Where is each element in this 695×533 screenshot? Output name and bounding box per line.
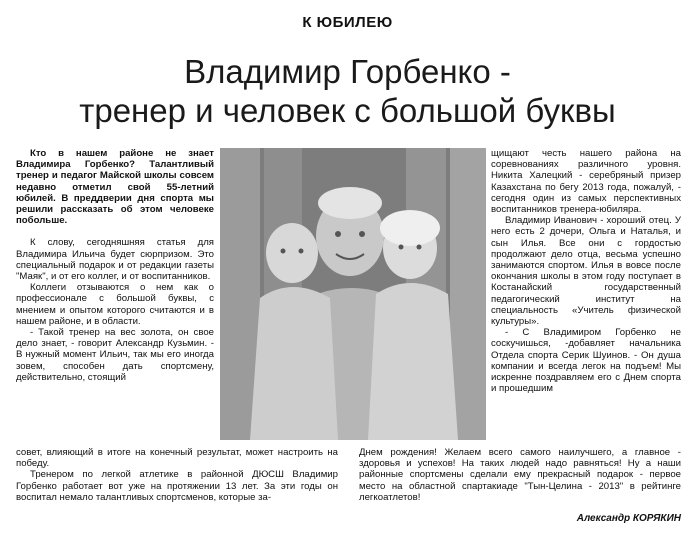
article-paragraph: - Такой тренер на вес золота, он свое дело знает, - говорит Александр Кузьмин. - В нужный момент Ильич, так мы его иногда зовем, способен дать спортсмену, действительно, стоящий: [16, 327, 214, 383]
article-column-right: [491, 148, 681, 394]
article-photo: [220, 148, 486, 440]
rubric: К ЮБИЛЕЮ: [302, 14, 393, 31]
article-paragraph: - С Владимиром Горбенко не соскучишься, -добавляет начальника Отдела спорта Серик Шуинов. - Он душа компании и всегда легок на подъем! Мы искренне поздравляем его с Днем спорта и прошедшим: [491, 327, 681, 395]
article-paragraph: Коллеги отзываются о нем как о профессионале с большой буквы, с мнением и опытом которого считаются и в нашем районе, и в области.: [16, 282, 214, 327]
article-paragraph: Тренером по легкой атлетике в районной ДЮСШ Владимир Горбенко работает вот уже на протяжении 13 лет. За эти годы он воспитал немало талантливых спортсменов, которые за-: [16, 469, 338, 503]
article-paragraph: совет, влияющий в итоге на конечный результат, может настроить на победу.: [16, 447, 338, 470]
article-paragraph: К слову, сегодняшняя статья для Владимира Ильича будет сюрпризом. Это специальный подарок и от редакции газеты "Маяк", и от его коллег, и от воспитанников.: [16, 237, 214, 283]
photo-coach-with-children-icon: [220, 148, 486, 440]
article-bottom-right: [359, 447, 681, 503]
lead-paragraph: Кто в нашем районе не знает Владимира Горбенко? Талантливый тренер и педагог Майской школы совсем недавно отметил свой 55-летний юбилей. В преддверии дня спорта мы решили рассказать об этом человеке побольше.: [16, 148, 214, 227]
headline-line-1: Владимир Горбенко -: [184, 53, 511, 90]
article-column-left: [16, 148, 214, 383]
headline-line-2: тренер и человек с большой буквы: [79, 92, 616, 129]
article-paragraph: Владимир Иванович - хороший отец. У него есть 2 дочери, Ольга и Наталья, и сын Илья. Все они с гордостью продолжают дело отца, весьма успешно занимаются спортом. Илья в вовсе после окончания школы в этом году поступает в Костанайский государственный педагогический институт на специальность «Учитель физической культуры».: [491, 215, 681, 328]
article-bottom-left: [16, 447, 338, 503]
author-signature: Александр КОРЯКИН: [576, 513, 681, 524]
article-paragraph: Днем рождения! Желаем всего самого наилучшего, а главное - здоровья и успехов! На таких людей надо равняться! Ну а наши районные спортсмены сделали ему прекрасный подарок - первое место на областной спартакиаде "Тын-Целина - 2013" в рейтинге легкоатлетов!: [359, 447, 681, 503]
article-paragraph: щищают честь нашего района на соревнованиях различного уровня. Никита Халецкий - серебряный призер Казахстана по бегу 2013 года, пожалуй, - сегодня один из самых перспективных воспитанников тренера-юбиляра.: [491, 148, 681, 216]
headline: [0, 52, 695, 130]
